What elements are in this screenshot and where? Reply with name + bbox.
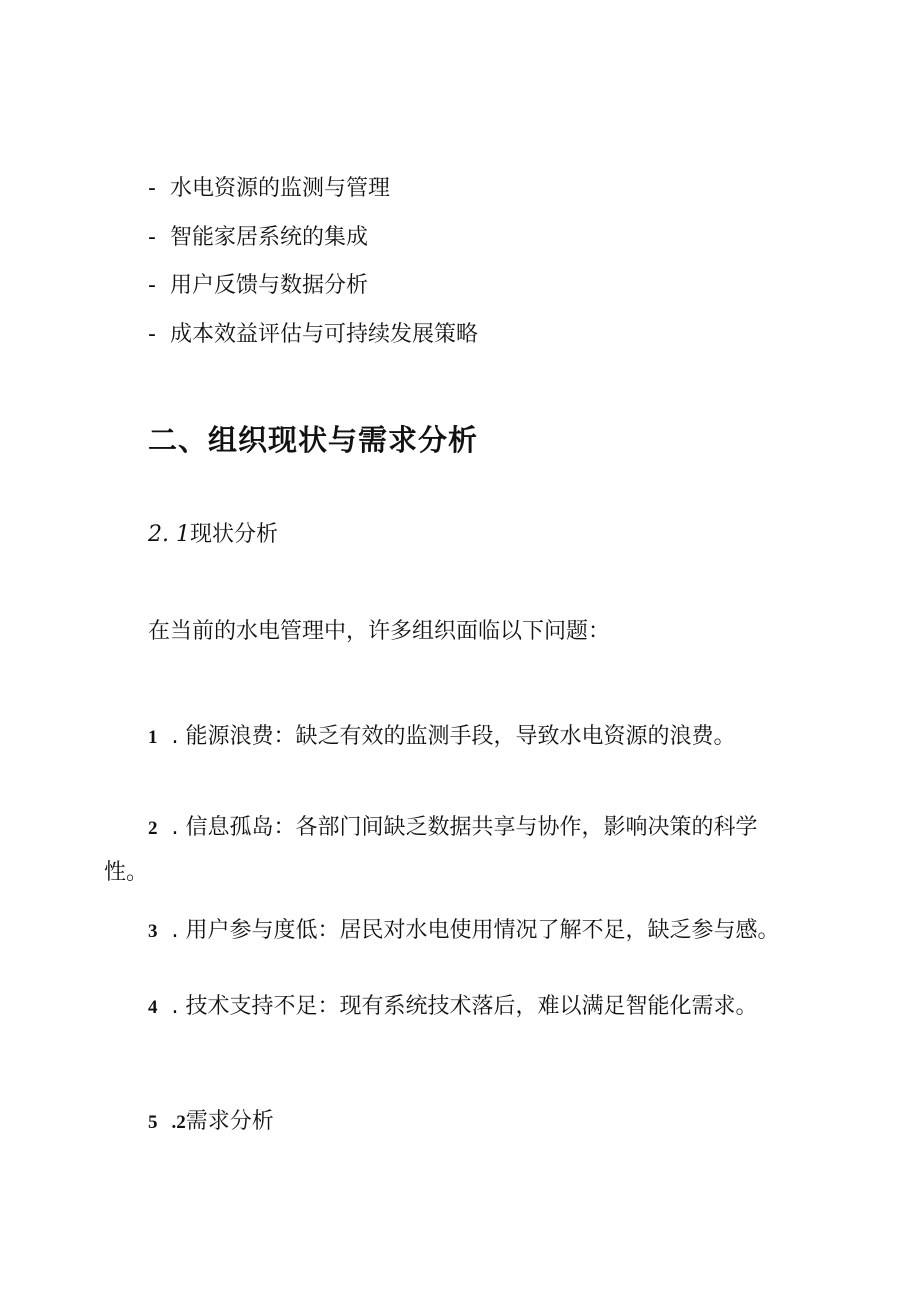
- list-item-number: 4: [148, 997, 158, 1018]
- bullet-text: 成本效益评估与可持续发展策略: [170, 322, 479, 347]
- bullet-text: 智能家居系统的集成: [170, 225, 369, 250]
- bullet-dash: -: [148, 273, 156, 298]
- subsection-label: 现状分析: [189, 522, 278, 547]
- section-heading: 二、组织现状与需求分析: [148, 423, 479, 457]
- subsection-number: 2. 1: [148, 522, 190, 547]
- list-item-continuation: 性。: [104, 860, 149, 885]
- intro-paragraph: 在当前的水电管理中，许多组织面临以下问题：: [148, 619, 611, 644]
- subsection-title: [148, 1107, 274, 1138]
- list-item: [148, 916, 780, 947]
- list-item: [148, 722, 736, 753]
- subsection-number: 5: [148, 1112, 158, 1133]
- bullet-item: [148, 223, 368, 253]
- list-item-number: 2: [148, 818, 158, 839]
- subsection-title: [148, 520, 278, 550]
- bullet-item: [148, 174, 390, 204]
- bullet-item: [148, 320, 478, 350]
- bullet-text: 用户反馈与数据分析: [170, 273, 369, 298]
- list-item-text: . 用户参与度低：居民对水电使用情况了解不足，缺乏参与感。: [171, 918, 780, 943]
- list-item: [148, 813, 758, 844]
- list-item: [148, 992, 758, 1023]
- subsection-label: 需求分析: [185, 1109, 274, 1134]
- subsection-number-suffix: .2: [171, 1112, 186, 1133]
- bullet-dash: -: [148, 225, 156, 250]
- bullet-dash: -: [148, 322, 156, 347]
- list-item-number: 3: [148, 921, 158, 942]
- list-item-text: . 能源浪费：缺乏有效的监测手段，导致水电资源的浪费。: [171, 724, 736, 749]
- list-item-number: 1: [148, 727, 158, 748]
- list-item-text: . 技术支持不足：现有系统技术落后，难以满足智能化需求。: [171, 994, 758, 1019]
- bullet-text: 水电资源的监测与管理: [170, 176, 391, 201]
- bullet-item: [148, 271, 368, 301]
- list-item-text: . 信息孤岛：各部门间缺乏数据共享与协作，影响决策的科学: [171, 815, 758, 840]
- bullet-dash: -: [148, 176, 156, 201]
